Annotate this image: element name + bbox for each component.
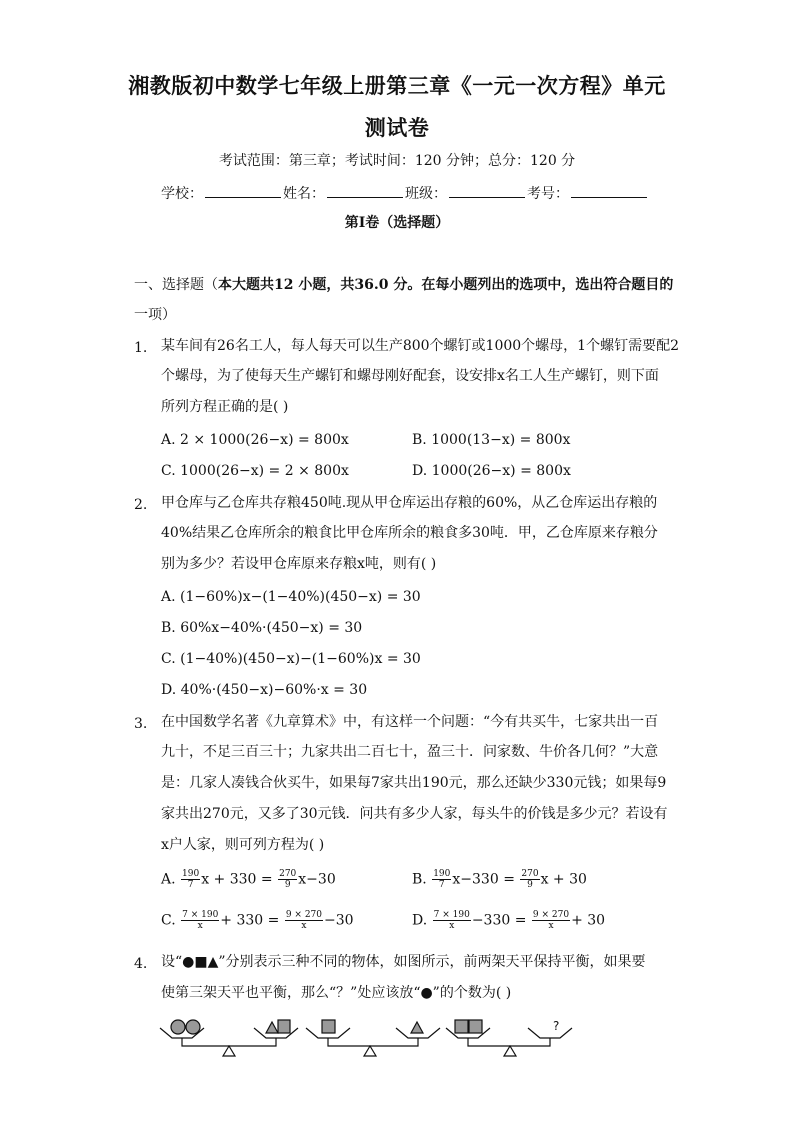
question-number: 4. <box>134 956 148 972</box>
fraction: $\frac{9 \times 270}{x}$ <box>285 910 323 931</box>
school-label: 学校： <box>161 186 203 202</box>
balance-2 <box>306 1020 440 1056</box>
question-line: 甲仓库与乙仓库共存粮450吨.现从甲仓库运出存粮的60%，从乙仓库运出存粮的 <box>161 495 658 511</box>
question-line: 个螺母，为了使每天生产螺钉和螺母刚好配套，设安排x名工人生产螺钉，则下面 <box>161 368 659 384</box>
page-title-line2: 测试卷 <box>364 115 430 140</box>
fulcrum <box>504 1046 516 1056</box>
number-blank[interactable] <box>571 183 647 198</box>
volume-title: 第I卷（选择题） <box>344 215 450 231</box>
option-d[interactable]: D. 40%·(450−x)−60%·x = 30 <box>161 682 368 698</box>
balance-1 <box>160 1020 298 1056</box>
option-c[interactable]: C. 1000(26−x) = 2 × 800x <box>161 463 349 479</box>
number-label: 考号： <box>527 186 569 202</box>
option-a[interactable]: A. (1−60%)x−(1−40%)(450−x) = 30 <box>161 589 421 605</box>
fulcrum <box>364 1046 376 1056</box>
question-number: 2. <box>134 497 148 513</box>
fraction: $\frac{7 \times 190}{x}$ <box>182 910 219 931</box>
name-blank[interactable] <box>327 183 403 198</box>
student-fields <box>161 183 649 204</box>
question-mark: ? <box>553 1019 560 1033</box>
option-b[interactable]: B. $\frac{190}{7}$ x−330 = $\frac{270}{9}$ x + 30 <box>412 869 587 890</box>
option-a[interactable]: A. 2 × 1000(26−x) = 800x <box>161 432 349 448</box>
beam <box>182 1038 276 1046</box>
square-icon <box>278 1020 290 1033</box>
question-line: x户人家，则可列方程为( ) <box>161 837 325 853</box>
option-d[interactable]: D. 1000(26−x) = 800x <box>412 463 571 479</box>
fraction: $\frac{190}{7}$ <box>433 869 451 890</box>
fraction: $\frac{7 \times 190}{x}$ <box>433 910 470 931</box>
fraction: $\frac{270}{9}$ <box>279 869 297 890</box>
question-number: 1. <box>134 340 148 356</box>
right-pan <box>528 1028 572 1038</box>
beam <box>328 1038 418 1046</box>
square-icon <box>469 1020 482 1033</box>
question-line: 某车间有26名工人，每人每天可以生产800个螺钉或1000个螺母，1个螺钉需要配2 <box>161 338 679 354</box>
circle-icon <box>186 1020 200 1034</box>
question-line: 九十，不足三百三十；九家共出二百七十，盈三十．问家数、牛价各几何？”大意 <box>161 744 659 760</box>
question-line: 别为多少？若设甲仓库原来存粮x吨，则有( ) <box>161 556 437 572</box>
question-line: 所列方程正确的是( ) <box>161 399 289 415</box>
option-b[interactable]: B. 1000(13−x) = 800x <box>412 432 571 448</box>
fraction: $\frac{270}{9}$ <box>521 869 539 890</box>
option-a[interactable]: A. $\frac{190}{7}$ x + 330 = $\frac{270}{9}$ x−30 <box>161 869 336 890</box>
section-header <box>134 275 673 295</box>
triangle-icon <box>266 1022 278 1033</box>
school-blank[interactable] <box>205 183 281 198</box>
exam-info: 考试范围：第三章；考试时间：120 分钟；总分：120 分 <box>218 153 576 169</box>
fraction: $\frac{190}{7}$ <box>182 869 200 890</box>
question-line: 使第三架天平也平衡，那么“？”处应该放“●”的个数为( ) <box>161 985 512 1001</box>
circle-icon <box>171 1020 185 1034</box>
question-line: 40%结果乙仓库所余的粮食比甲仓库所余的粮食多30吨．甲，乙仓库原来存粮分 <box>161 525 658 541</box>
option-d[interactable]: D. $\frac{7 \times 190}{x}$ −330 = $\frac{9 \times 270}{x}$ + 30 <box>412 910 606 931</box>
section-prefix: 一、选择题（ <box>134 277 218 293</box>
question-line: 家共出270元，又多了30元钱．问共有多少人家，每头牛的价钱是多少元？若设有 <box>161 806 668 822</box>
question-line: 设“●■▲”分别表示三种不同的物体，如图所示，前两架天平保持平衡，如果要 <box>161 954 646 970</box>
question-line: 在中国数学名著《九章算术》中，有这样一个问题：“今有共买牛，七家共出一百 <box>161 714 659 730</box>
fulcrum <box>223 1046 235 1056</box>
option-c[interactable]: C. (1−40%)(450−x)−(1−60%)x = 30 <box>161 651 421 667</box>
section-continuation: 一项） <box>134 307 176 323</box>
question-number: 3. <box>134 716 148 732</box>
page-title: 湘教版初中数学七年级上册第三章《一元一次方程》单元 <box>128 73 666 98</box>
square-icon <box>455 1020 468 1033</box>
square-icon <box>322 1020 335 1033</box>
option-c[interactable]: C. $\frac{7 \times 190}{x}$ + 330 = $\frac{9 \times 270}{x}$ −30 <box>161 910 354 931</box>
class-blank[interactable] <box>449 183 525 198</box>
section-bold-text: 本大题共12 小题，共36.0 分。在每小题列出的选项中，选出符合题目的 <box>218 277 674 293</box>
class-label: 班级： <box>405 186 447 202</box>
option-b[interactable]: B. 60%x−40%·(450−x) = 30 <box>161 620 363 636</box>
beam <box>468 1038 550 1046</box>
name-label: 姓名： <box>283 186 325 202</box>
balance-figure <box>0 1010 794 1090</box>
question-line: 是：几家人凑钱合伙买牛，如果每7家共出190元，那么还缺少330元钱；如果每9 <box>161 775 667 791</box>
triangle-icon <box>411 1022 423 1033</box>
fraction: $\frac{9 \times 270}{x}$ <box>532 910 570 931</box>
